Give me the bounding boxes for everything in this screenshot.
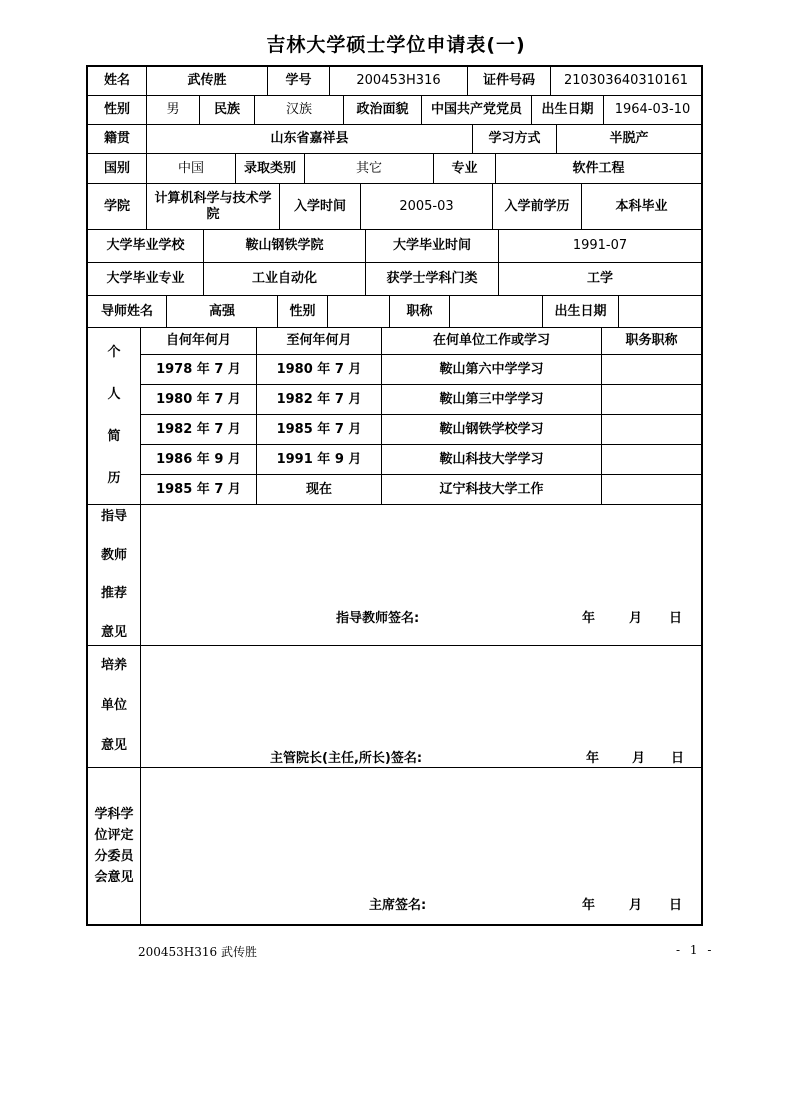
advisor-opinion-label [87,504,141,646]
resume-label-char: 个 [107,345,121,360]
resume-header-from: 自何年何月 [140,327,257,355]
univ-major-value: 工业自动化 [203,262,366,296]
resume-post [601,354,702,385]
resume-unit: 鞍山科技大学学习 [381,444,602,475]
unit-opinion-label [87,645,141,768]
school-value: 计算机科学与技术学院 [146,183,280,230]
university-label: 大学毕业学校 [87,229,204,263]
advisor-gender-label: 性别 [277,295,328,328]
major-value: 软件工程 [495,153,702,184]
birth-value: 1964-03-10 [603,95,702,125]
resume-from: 1986 年 9 月 [140,444,257,475]
advisor-name-value: 高强 [166,295,278,328]
page-title: 吉林大学硕士学位申请表(一) [266,34,526,56]
advisor-opinion-label-line: 指导 [100,509,127,524]
origin-value: 山东省嘉祥县 [146,124,473,154]
resume-label-char: 人 [107,387,121,402]
resume-header-unit: 在何单位工作或学习 [381,327,602,355]
enroll-value: 2005-03 [360,183,493,230]
resume-from: 1982 年 7 月 [140,414,257,445]
admission-type-label: 录取类别 [235,153,305,184]
committee-opinion-label-line: 学科学 [94,807,134,822]
advisor-opinion-label-line: 教师 [100,547,127,563]
resume-post [601,384,702,415]
resume-post [601,414,702,445]
unit-opinion-label-line: 意见 [100,738,127,753]
resume-unit: 辽宁科技大学工作 [381,474,602,505]
footer-student-info: 200453H316 武传胜 [138,945,257,959]
resume-unit: 鞍山第三中学学习 [381,384,602,415]
resume-label-char: 历 [107,471,121,486]
grad-time-value: 1991-07 [498,229,702,263]
resume-to: 1991 年 9 月 [256,444,382,475]
committee-opinion-label-line: 位评定 [94,828,134,843]
country-value: 中国 [146,153,236,184]
chair-sign-day: 日 [669,898,683,913]
cert-value: 210303640310161 [550,66,702,96]
advisor-title-label: 职称 [389,295,450,328]
dean-signature-label: 主管院长(主任,所长)签名: [270,751,423,766]
resume-unit: 鞍山第六中学学习 [381,354,602,385]
prior-edu-value: 本科毕业 [581,183,702,230]
advisor-gender-value [327,295,390,328]
enroll-label: 入学时间 [279,183,361,230]
advisor-opinion-label-line: 意见 [100,624,127,640]
resume-unit: 鞍山钢铁学校学习 [381,414,602,445]
gender-value: 男 [146,95,200,125]
name-label: 姓名 [87,66,147,96]
committee-opinion-label-line: 分委员 [94,849,134,864]
univ-major-label: 大学毕业专业 [87,262,204,296]
grad-time-label: 大学毕业时间 [365,229,499,263]
prior-edu-label: 入学前学历 [492,183,582,230]
chair-sign-year: 年 [582,898,596,913]
degree-category-value: 工学 [498,262,702,296]
country-label: 国别 [87,153,147,184]
advisor-sign-day: 日 [669,611,683,626]
ethnic-label: 民族 [199,95,255,125]
dean-sign-year: 年 [586,751,600,766]
resume-label [87,327,141,505]
resume-to: 1980 年 7 月 [256,354,382,385]
unit-opinion-label-line: 单位 [100,698,127,713]
name-value: 武传胜 [146,66,268,96]
advisor-sign-month: 月 [629,611,643,626]
advisor-signature-label: 指导教师签名: [336,611,420,626]
resume-to: 1985 年 7 月 [256,414,382,445]
admission-type-value: 其它 [304,153,434,184]
ethnic-value: 汉族 [254,95,344,125]
study-mode-label: 学习方式 [472,124,557,154]
advisor-opinion-box [140,504,702,646]
student-id-value: 200453H316 [329,66,468,96]
major-label: 专业 [433,153,496,184]
committee-opinion-label-line: 会意见 [94,870,134,885]
birth-label: 出生日期 [531,95,604,125]
resume-from: 1980 年 7 月 [140,384,257,415]
advisor-sign-year: 年 [582,611,596,626]
study-mode-value: 半脱产 [556,124,702,154]
university-value: 鞍山钢铁学院 [203,229,366,263]
resume-from: 1978 年 7 月 [140,354,257,385]
political-label: 政治面貌 [343,95,422,125]
chair-sign-month: 月 [629,898,643,913]
resume-to: 现在 [256,474,382,505]
resume-post [601,444,702,475]
unit-opinion-label-line: 培养 [100,658,127,673]
origin-label: 籍贯 [87,124,147,154]
advisor-name-label: 导师姓名 [87,295,167,328]
dean-sign-month: 月 [632,751,646,766]
resume-header-to: 至何年何月 [256,327,382,355]
degree-category-label: 获学士学科门类 [365,262,499,296]
resume-label-char: 简 [107,429,121,444]
advisor-title-value [449,295,543,328]
advisor-birth-value [618,295,702,328]
school-label: 学院 [87,183,147,230]
advisor-birth-label: 出生日期 [542,295,619,328]
gender-label: 性别 [87,95,147,125]
resume-to: 1982 年 7 月 [256,384,382,415]
committee-opinion-label [87,767,141,925]
student-id-label: 学号 [267,66,330,96]
cert-label: 证件号码 [467,66,551,96]
resume-header-post: 职务职称 [601,327,702,355]
dean-sign-day: 日 [671,751,685,766]
advisor-opinion-label-line: 推荐 [100,586,127,602]
page-number: - 1 - [676,943,715,957]
resume-from: 1985 年 7 月 [140,474,257,505]
political-value: 中国共产党党员 [421,95,532,125]
resume-post [601,474,702,505]
chair-signature-label: 主席签名: [369,898,427,913]
